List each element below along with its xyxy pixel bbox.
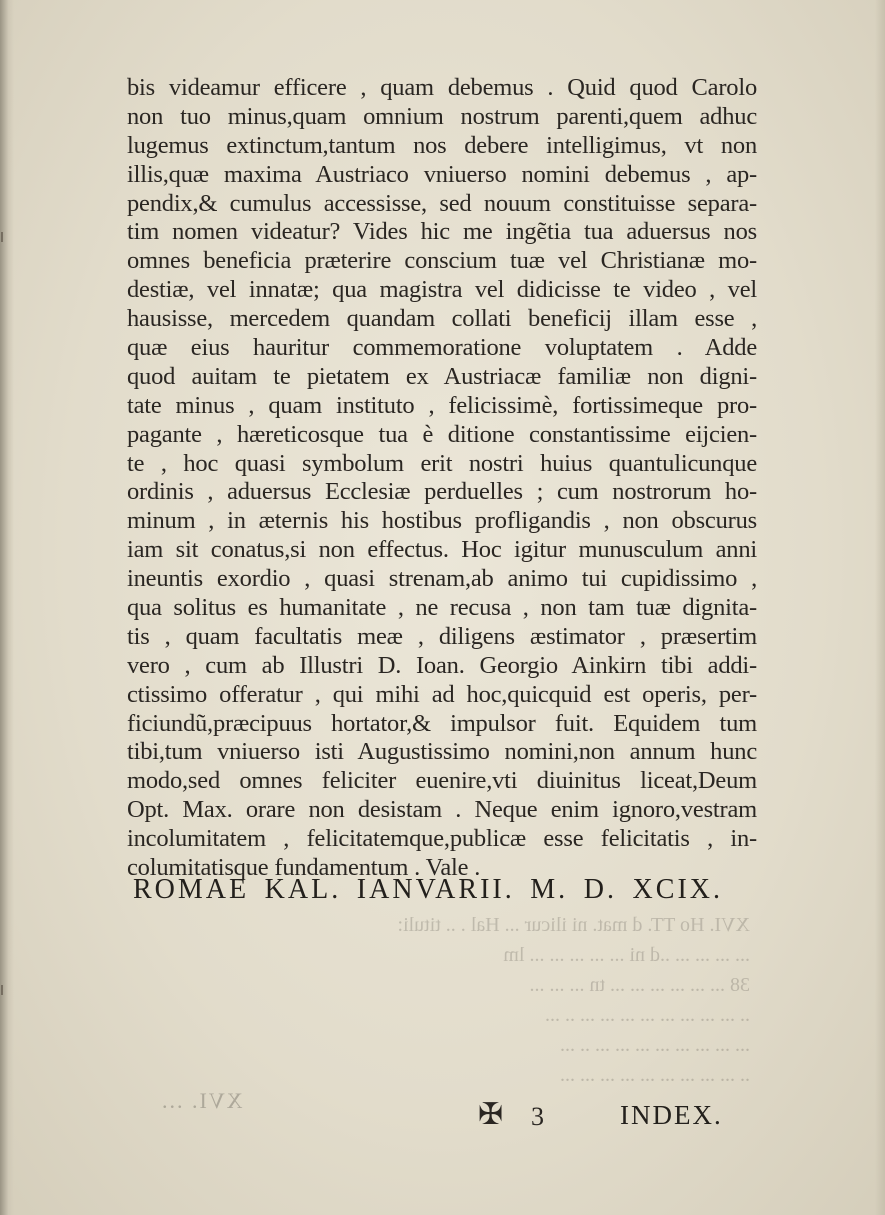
text-line: quod auitam te pietatem ex Austriacæ familiæ non digni- <box>127 362 757 390</box>
text-line: quæ eius hauritur commemoratione voluptatem . Adde <box>127 334 757 362</box>
text-line: ctissimo offeratur , qui mihi ad hoc,quicquid est operis, per- <box>127 680 757 708</box>
show-through-line: ... ... ... ... ... ... ... ... .. ... <box>560 1034 750 1056</box>
text-line: non tuo minus,quam omnium nostrum parenti,quem adhuc <box>127 102 757 130</box>
text-line: pagante , hæreticosque tua è ditione constantissime eijcien- <box>127 420 757 448</box>
text-line: ficiundũ,præcipuus hortator,& impulsor fuit. Equidem tum <box>127 709 757 737</box>
text-line: illis,quæ maxima Austriaco vniuerso nomini debemus , ap- <box>127 160 757 188</box>
text-line: omnes beneficia præterire conscium tuæ vel Christianæ mo- <box>127 247 757 275</box>
text-line: ineuntis exordio , quasi strenam,ab animo tui cupidissimo , <box>127 565 757 593</box>
signature-number: 3 <box>531 1102 544 1131</box>
margin-mark <box>1 985 13 995</box>
catchword: INDEX. <box>620 1100 723 1130</box>
text-line: minum , in æternis his hostibus profligandis , non obscurus <box>127 507 757 535</box>
show-through-line: ... ... ... ... ..d ni ... ... ... ... ... lm <box>503 944 750 966</box>
text-line: destiæ, vel innatæ; qua magistra vel didicisse te video , vel <box>127 276 757 304</box>
text-line: tate minus , quam instituto , felicissimè, fortissimeque pro- <box>127 391 757 419</box>
text-line: ordinis , aduersus Ecclesiæ perduelles ; cum nostrorum ho- <box>127 478 757 506</box>
text-line: vero , cum ab Illustri D. Ioan. Georgio Ainkirn tibi addi- <box>127 651 757 679</box>
text-line: pendix,& cumulus accessisse, sed nouum constituisse separa- <box>127 189 757 217</box>
dateline: ROMAE KAL. IANVARII. M. D. XCIX. <box>133 874 723 905</box>
text-line: tibi,tum vniuerso isti Augustissimo nomini,non annum hunc <box>127 738 757 766</box>
text-line: Opt. Max. orare non desistam . Neque enim ignoro,vestram <box>127 796 757 824</box>
page-edge-shadow <box>875 0 885 1215</box>
show-through-text <box>130 910 750 1090</box>
show-through-signature: XVI. ... <box>160 1088 243 1113</box>
text-line: lugemus extinctum,tantum nos debere intelligimus, vt non <box>127 131 757 159</box>
text-line: columitatisque fundamentum . Vale . <box>127 854 481 882</box>
signature-mark-icon: ✠ <box>478 1097 504 1132</box>
text-line: qua solitus es humanitate , ne recusa , non tam tuæ dignita- <box>127 594 757 622</box>
margin-mark <box>1 232 13 242</box>
body-text <box>127 74 757 883</box>
text-line: bis videamur efficere , quam debemus . Quid quod Carolo <box>127 74 757 101</box>
show-through-line: XVI. Ho TT. d mat. ni ilicur ... Hal . .. tituli: <box>397 914 750 936</box>
text-line: incolumitatem , felicitatemque,publicæ esse felicitatis , in- <box>127 825 757 853</box>
show-through-line: .. ... ... ... ... ... ... ... ... .. ... <box>545 1004 750 1026</box>
text-line: modo,sed omnes feliciter euenire,vti diuinitus liceat,Deum <box>127 767 757 795</box>
show-through-line: .. ... ... ... ... ... ... ... ... ... <box>560 1064 750 1086</box>
page-gutter-shadow <box>0 0 14 1215</box>
text-line: tim nomen videatur? Vides hic me ingẽtia tua aduersus nos <box>127 218 757 246</box>
show-through-line: 38 ... ... ... ... ... ... tn ... ... ... <box>529 974 750 996</box>
text-line: tis , quam facultatis meæ , diligens æstimator , præsertim <box>127 622 757 650</box>
text-line: iam sit conatus,si non effectus. Hoc igitur munusculum anni <box>127 536 757 564</box>
text-line: hausisse, mercedem quandam collati beneficij illam esse , <box>127 305 757 333</box>
text-line: te , hoc quasi symbolum erit nostri huius quantulicunque <box>127 449 757 477</box>
